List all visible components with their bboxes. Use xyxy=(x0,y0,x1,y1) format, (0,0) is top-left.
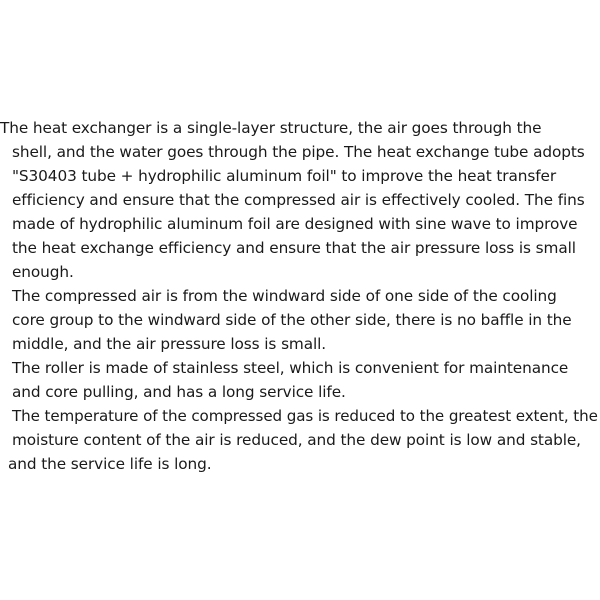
paragraph-1-line-2: shell, and the water goes through the pipe. The heat exchange tube adopts xyxy=(12,143,585,161)
paragraph-4-line-2: moisture content of the air is reduced, and the dew point is low and stable, xyxy=(12,431,581,449)
paragraph-2-line-2: core group to the windward side of the other side, there is no baffle in the xyxy=(12,311,572,329)
paragraph-1-line-6: the heat exchange efficiency and ensure that the air pressure loss is small xyxy=(12,239,576,257)
paragraph-3-line-1: The roller is made of stainless steel, which is convenient for maintenance xyxy=(12,359,569,377)
paragraph-1-line-5: made of hydrophilic aluminum foil are designed with sine wave to improve xyxy=(12,215,578,233)
paragraph-1-line-4: efficiency and ensure that the compressed air is effectively cooled. The fins xyxy=(12,191,585,209)
paragraph-3-line-2: and core pulling, and has a long service life. xyxy=(12,383,346,401)
paragraph-2-line-3: middle, and the air pressure loss is small. xyxy=(12,335,327,353)
paragraph-1-line-3: "S30403 tube + hydrophilic aluminum foil" to improve the heat transfer xyxy=(12,167,557,185)
paragraph-1-line-1: The heat exchanger is a single-layer structure, the air goes through the xyxy=(0,119,542,137)
paragraph-4-line-1: The temperature of the compressed gas is reduced to the greatest extent, the xyxy=(12,407,598,425)
paragraph-4-line-3: and the service life is long. xyxy=(8,455,212,473)
paragraph-1-line-7: enough. xyxy=(12,263,74,281)
paragraph-2-line-1: The compressed air is from the windward side of one side of the cooling xyxy=(12,287,557,305)
